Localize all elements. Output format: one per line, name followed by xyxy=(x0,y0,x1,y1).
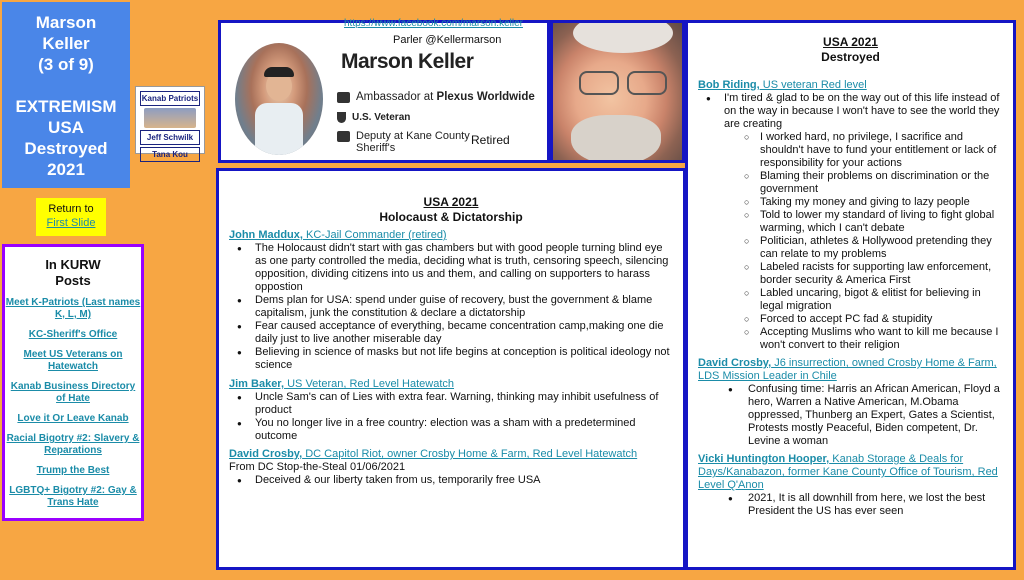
title-usa: USA xyxy=(48,118,84,137)
mid-heading-year: USA 2021 xyxy=(423,195,479,209)
author-role-link[interactable]: US veteran Red level xyxy=(759,79,867,91)
author-role-link[interactable]: US Veteran, Red Level Hatewatch xyxy=(284,378,455,390)
author-name-link[interactable]: Jim Baker, xyxy=(229,378,285,390)
author-role-link[interactable]: Kanab Storage & Deals for Days/Kanabazon, former Kane County Office of Tourism, Red Level Q'Anon xyxy=(698,453,998,491)
right-heading-year: USA 2021 xyxy=(823,35,878,49)
kurw-posts-panel xyxy=(2,244,144,521)
quote-list-jim-baker xyxy=(229,391,673,443)
first-slide-link[interactable]: First Slide xyxy=(46,217,96,229)
sub-list-item: ○ Taking my money and giving to lazy people xyxy=(724,196,1003,209)
author-name-link[interactable]: David Crosby, xyxy=(698,357,772,369)
list-item-text: I'm tired & glad to be on the way out of this life instead of on the way in because I won't have to see the world they are creating xyxy=(724,92,1000,130)
list-item: ● You no longer live in a free country: election was a sham with a predetermined outcome xyxy=(229,417,673,443)
veteran-row xyxy=(337,112,410,123)
quote-source: From DC Stop-the-Steal 01/06/2021 xyxy=(229,461,406,473)
quote-list-bob-riding xyxy=(698,92,1003,352)
right-heading-topic: Destroyed xyxy=(821,50,880,64)
sub-list xyxy=(724,131,1003,352)
logo-image xyxy=(144,108,196,128)
post-link-meet-k-patriots[interactable]: Meet K-Patriots (Last names K, L, M) xyxy=(5,297,141,320)
post-link-lgbtq-bigotry[interactable]: LGBTQ+ Bigotry #2: Gay & Trans Hate xyxy=(9,485,137,508)
title-box xyxy=(2,2,130,188)
title-part: (3 of 9) xyxy=(38,55,94,74)
mid-heading-topic: Holocaust & Dictatorship xyxy=(379,210,523,224)
quote-author-david-crosby xyxy=(229,448,673,461)
badge-icon xyxy=(337,131,350,142)
retired-label: Retired xyxy=(471,133,510,147)
post-link-love-it-or-leave-kanab[interactable]: Love it Or Leave Kanab xyxy=(17,413,129,424)
sub-list-item: ○ Accepting Muslims who want to kill me because I won't convert to their religion xyxy=(724,326,1003,352)
author-name-link[interactable]: Vicki Huntington Hooper, xyxy=(698,453,830,465)
deputy-row xyxy=(337,130,470,154)
briefcase-icon xyxy=(337,92,350,103)
profile-avatar xyxy=(235,43,323,155)
post-link-kanab-business-directory[interactable]: Kanab Business Directory of Hate xyxy=(10,381,136,404)
sub-list-item: ○ Labled uncaring, bigot & elitist for believing in legal migration xyxy=(724,287,1003,313)
quote-list-david-crosby-2 xyxy=(698,383,1003,448)
quote-list-vicki-hooper xyxy=(698,492,1003,518)
quote-author-john-maddux xyxy=(229,229,673,242)
post-link-trump-the-best[interactable]: Trump the Best xyxy=(36,465,110,476)
veteran-label: U.S. Veteran xyxy=(352,112,411,123)
quote-author-bob-riding xyxy=(698,79,1003,92)
title-extremism: EXTREMISM xyxy=(15,97,117,116)
quote-author-jim-baker xyxy=(229,378,673,391)
ambassador-org: Plexus Worldwide xyxy=(436,91,535,103)
quote-author-david-crosby-2 xyxy=(698,357,1003,383)
list-item: ● Fear caused acceptance of everything, became concentration camp,making one die daily just to live another miserable day xyxy=(229,320,673,346)
sub-list-item: ○ Blaming their problems on discrimination or the government xyxy=(724,170,1003,196)
list-item: ● The Holocaust didn't start with gas chambers but with good people turning blind eye as one party controlled the media, deciding what is truth, censoring speech, silencing opposition, dividing citizens into us and them, and calling on supporters to harass oppostion xyxy=(229,242,673,294)
sub-list-item: ○ Politician, athletes & Hollywood pretending they can relate to my problems xyxy=(724,235,1003,261)
title-year: 2021 xyxy=(47,160,85,179)
author-role-link[interactable]: DC Capitol Riot, owner Crosby Home & Farm, Red Level Hatewatch xyxy=(302,448,638,460)
post-link-meet-us-veterans[interactable]: Meet US Veterans on Hatewatch xyxy=(23,349,123,372)
title-destroyed: Destroyed xyxy=(24,139,108,158)
quote-list-david-crosby xyxy=(229,474,673,487)
shield-icon xyxy=(337,112,346,123)
holocaust-dictatorship-panel xyxy=(216,168,686,570)
return-label: Return to xyxy=(48,203,94,215)
usa-destroyed-panel xyxy=(685,20,1016,570)
author-name-link[interactable]: Bob Riding, xyxy=(698,79,760,91)
title-name-first: Marson xyxy=(35,13,97,32)
logo-bot-label: Tana Kou xyxy=(140,147,200,162)
parler-handle: Parler @Kellermarson xyxy=(393,34,502,46)
quote-author-vicki-hooper xyxy=(698,453,1003,492)
ambassador-prefix: Ambassador at xyxy=(356,91,437,103)
posts-heading xyxy=(5,257,141,289)
closeup-photo xyxy=(550,20,685,163)
post-link-kc-sheriffs-office[interactable]: KC-Sheriff's Office xyxy=(28,329,118,340)
list-item: ● 2021, It is all downhill from here, we lost the best President the US has ever seen xyxy=(698,492,1003,518)
list-item: ● Deceived & our liberty taken from us, temporarily free USA xyxy=(229,474,673,487)
facebook-url-link[interactable]: https://www.facebook.com/marson.keller xyxy=(344,18,523,29)
list-item: ● Uncle Sam's can of Lies with extra fear. Warning, thinking may inhibit usefulness of product xyxy=(229,391,673,417)
author-role-link[interactable]: J6 insurrection, owned Crosby Home & Farm, LDS Mission Leader in Chile xyxy=(698,357,997,382)
profile-name: Marson Keller xyxy=(341,50,474,73)
author-name-link[interactable]: John Maddux, xyxy=(229,229,303,241)
posts-heading-line2: Posts xyxy=(55,273,91,288)
post-link-racial-bigotry[interactable]: Racial Bigotry #2: Slavery & Reparations xyxy=(6,433,140,456)
list-item: ● Confusing time: Harris an African American, Floyd a hero, Warren a Native American, M.Obama oppressed, Thunberg an Expert, Gates a Scientist, Protests mostly Peaceful, Biden competent, Dr. Levine a woman xyxy=(698,383,1003,448)
logo-mid-label: Jeff Schwilk xyxy=(140,130,200,145)
sub-list-item: ○ Forced to accept PC fad & stupidity xyxy=(724,313,1003,326)
ambassador-row xyxy=(337,91,535,103)
deputy-line2: Sheriff's xyxy=(356,142,396,154)
sub-list-item: ○ Told to lower my standard of living to fight global warming, which I can't debate xyxy=(724,209,1003,235)
list-item: ● Dems plan for USA: spend under guise of recovery, bust the government & blame capitalism, junk the constitution & declare a dictatorship xyxy=(229,294,673,320)
logo-top-label: Kanab Patriots xyxy=(140,91,200,106)
quote-list-john-maddux xyxy=(229,242,673,372)
profile-card xyxy=(218,20,550,163)
sub-list-item: ○ I worked hard, no privilege, I sacrifice and shouldn't have to fund your entitlement or lack of responsibility for your actions xyxy=(724,131,1003,170)
list-item xyxy=(698,92,1003,352)
sub-list-item: ○ Labeled racists for supporting law enforcement, border security & America First xyxy=(724,261,1003,287)
author-role-link[interactable]: KC-Jail Commander (retired) xyxy=(302,229,447,241)
list-item: ● Believing in science of masks but not life begins at conception is political ideology not science xyxy=(229,346,673,372)
kanab-patriots-logo xyxy=(135,86,205,159)
author-name-link[interactable]: David Crosby, xyxy=(229,448,303,460)
return-box xyxy=(36,198,106,236)
deputy-line1: Deputy at Kane County xyxy=(356,130,470,142)
posts-heading-line1: In KURW xyxy=(45,257,101,272)
title-name-last: Keller xyxy=(42,34,90,53)
